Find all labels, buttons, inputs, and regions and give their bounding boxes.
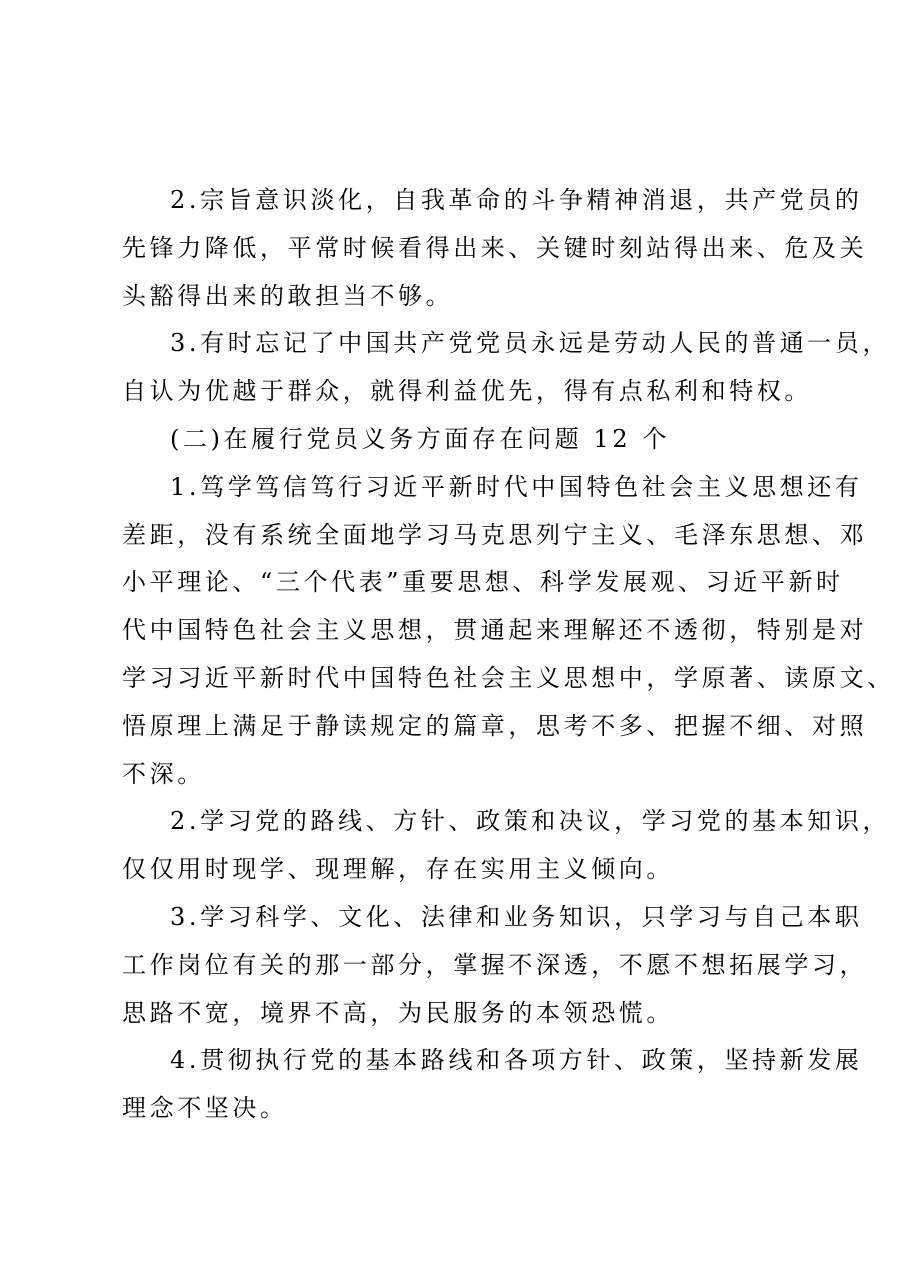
text-line: 理念不坚决。 [122,1094,288,1123]
text-line: 头豁得出来的敢担当不够。 [122,281,454,310]
text-line: 1.笃学笃信笃行习近平新时代中国特色社会主义思想还有 [170,472,863,501]
text-line: 3.有时忘记了中国共产党党员永远是劳动人民的普通一员， [170,329,891,358]
text-line: 2.宗旨意识淡化，自我革命的斗争精神消退，共产党员的 [170,186,863,214]
text-line: 悟原理上满足于静读规定的篇章，思考不多、把握不细、对照 [122,711,868,740]
text-line: 思路不宽，境界不高，为民服务的本领恐慌。 [122,998,674,1027]
text-line: 工作岗位有关的那一部分，掌握不深透，不愿不想拓展学习， [122,950,868,979]
text-line: 学习习近平新时代中国特色社会主义思想中，学原著、读原文、 [122,663,895,692]
text-line: 小平理论、“三个代表”重要思想、科学发展观、习近平新时 [122,568,844,597]
text-line: 差距，没有系统全面地学习马克思列宁主义、毛泽东思想、邓 [122,520,868,549]
text-line: 4.贯彻执行党的基本路线和各项方针、政策，坚持新发展 [170,1046,863,1075]
text-line: 3.学习科学、文化、法律和业务知识，只学习与自己本职 [170,902,863,931]
text-line: 先锋力降低，平常时候看得出来、关键时刻站得出来、危及关 [122,233,868,262]
document-body [122,177,895,1133]
text-line: 代中国特色社会主义思想，贯通起来理解还不透彻，特别是对 [122,616,868,645]
text-line: 仅仅用时现学、现理解，存在实用主义倾向。 [122,855,674,884]
text-line: 2.学习党的路线、方针、政策和决议，学习党的基本知识， [170,807,891,836]
text-line: 自认为优越于群众，就得利益优先，得有点私利和特权。 [122,377,812,406]
section-heading: (二)在履行党员义务方面存在问题 12 个 [170,424,671,453]
text-line: 不深。 [122,759,205,788]
